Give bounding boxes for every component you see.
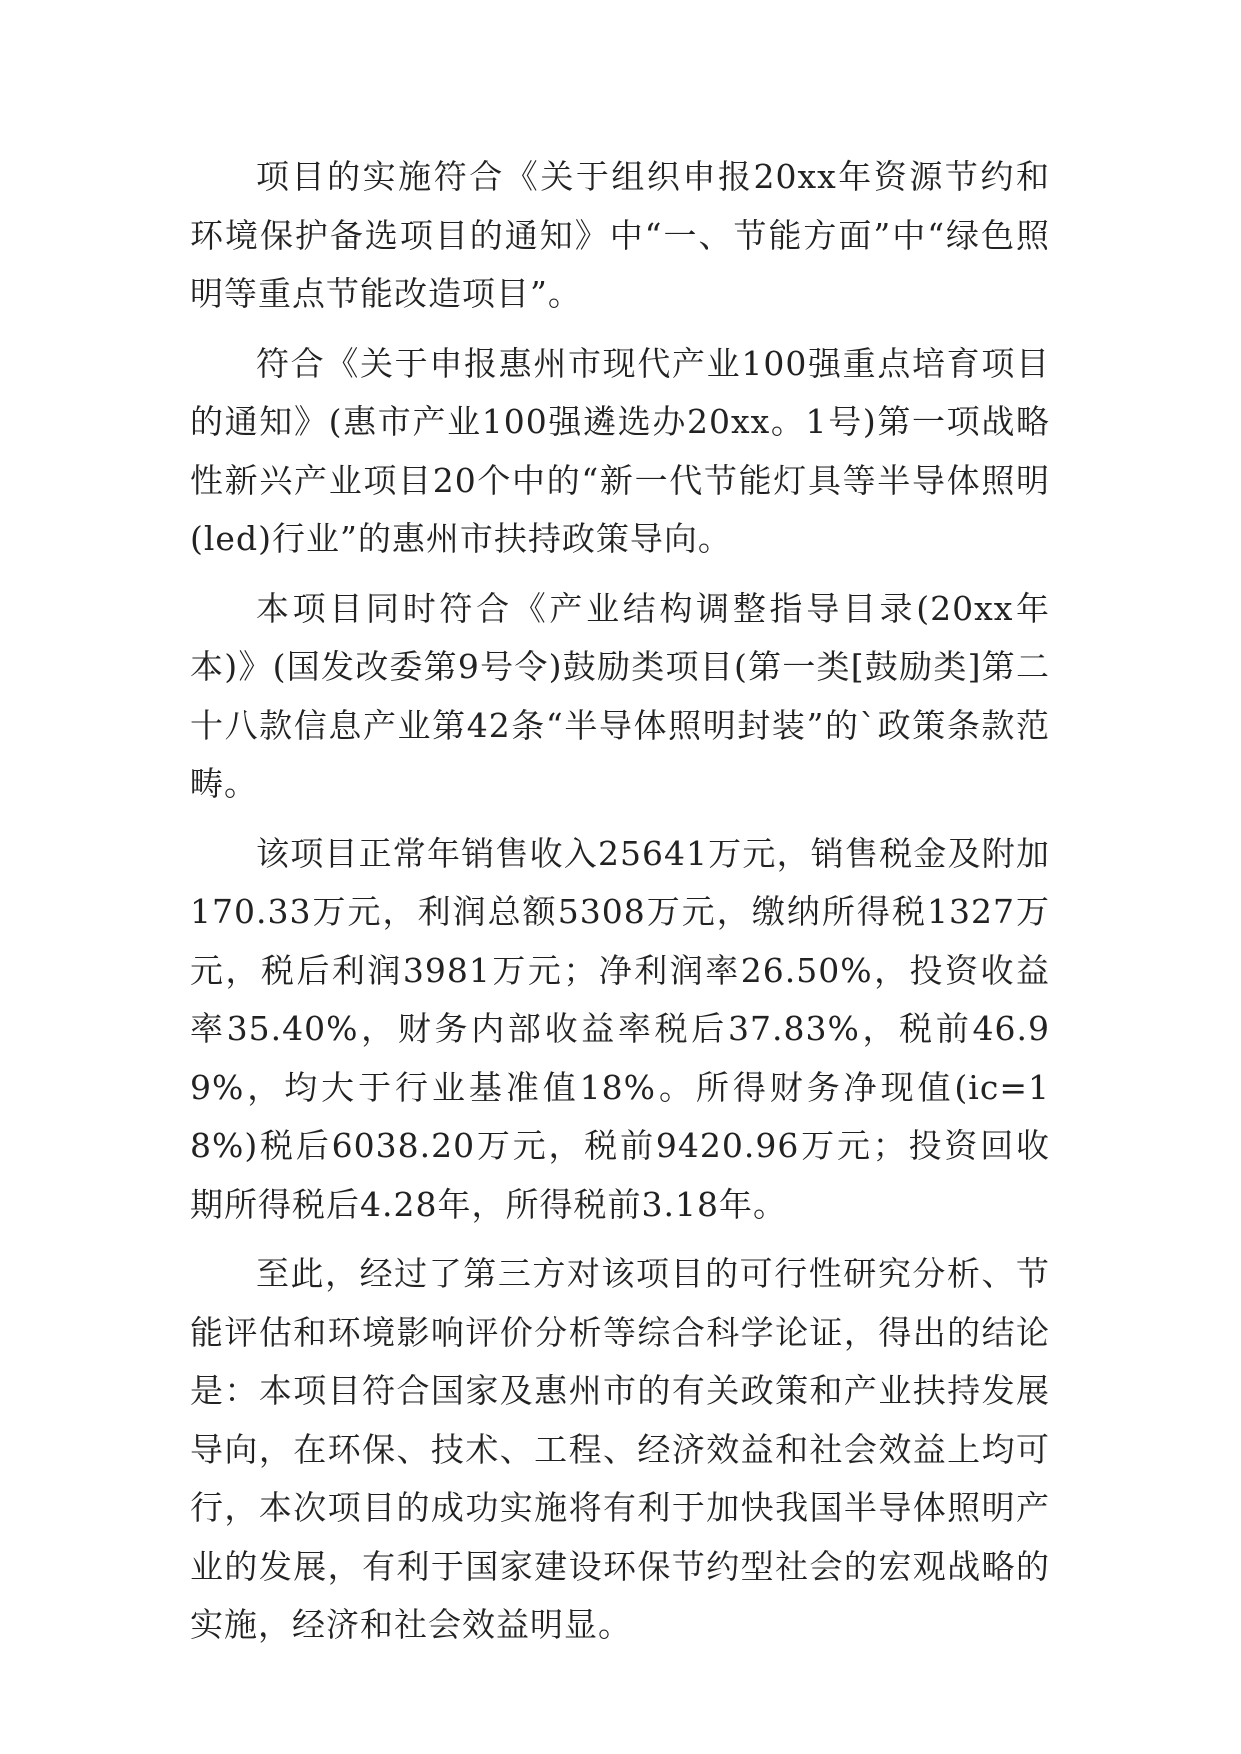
paragraph-conclusion: 至此，经过了第三方对该项目的可行性研究分析、节能评估和环境影响评价分析等综合科学论证，得出的结论是：本项目符合国家及惠州市的有关政策和产业扶持发展导向，在环保、技术、工程、经济效益和社会效益上均可行，本次项目的成功实施将有利于加快我国半导体照明产业的发展，有利于国家建设环保节约型社会的宏观战略的实施，经济和社会效益明显。 — [190, 1254, 1050, 1644]
paragraph-financial-indicators: 该项目正常年销售收入25641万元，销售税金及附加170.33万元，利润总额5308万元，缴纳所得税1327万元，税后利润3981万元；净利润率26.50%，投资收益率35.40%，财务内部收益率税后37.83%，税前46.99%，均大于行业基准值18%。所得财务净现值(ic=18%)税后6038.20万元，税前9420.96万元；投资回收期所得税后4.28年，所得税前3.18年。 — [190, 833, 1050, 1224]
document-body — [190, 148, 1050, 1666]
paragraph-industry-catalog: 本项目同时符合《产业结构调整指导目录(20xx年本)》(国发改委第9号令)鼓励类项目(第一类[鼓励类]第二十八款信息产业第42条“半导体照明封装”的`政策条款范畴。 — [190, 588, 1050, 803]
paragraph-huizhou-top100: 符合《关于申报惠州市现代产业100强重点培育项目的通知》(惠市产业100强遴选办20xx。1号)第一项战略性新兴产业项目20个中的“新一代节能灯具等半导体照明(led)行业”的惠州市扶持政策导向。 — [190, 343, 1050, 558]
paragraph-policy-compliance: 项目的实施符合《关于组织申报20xx年资源节约和环境保护备选项目的通知》中“一、节能方面”中“绿色照明等重点节能改造项目”。 — [190, 157, 1050, 313]
